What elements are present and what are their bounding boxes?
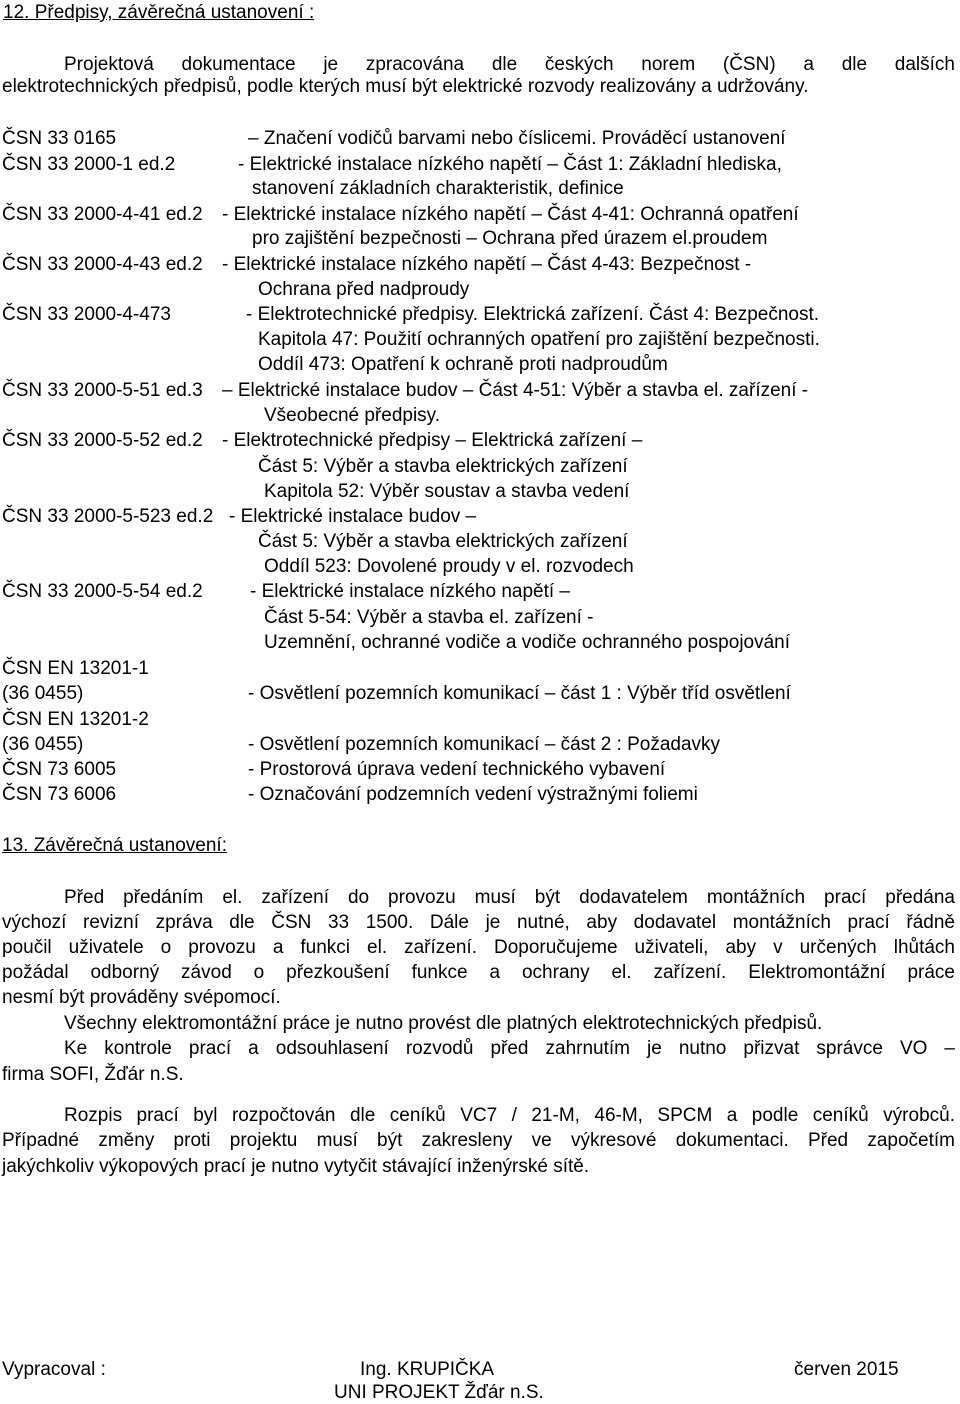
paragraph-line: Všechny elektromontážní práce je nutno provést dle platných elektrotechnických předpisů. [64, 1013, 823, 1034]
standard-desc: Oddíl 523: Dovolené proudy v el. rozvodech [264, 556, 634, 577]
standard-code: ČSN 33 2000-5-51 ed.3 [2, 380, 203, 401]
paragraph-line: firma SOFI, Žďár n.S. [2, 1064, 184, 1085]
standard-desc: pro zajištění bezpečnosti – Ochrana před úrazem el.proudem [252, 228, 768, 249]
standard-desc: Část 5: Výběr a stavba elektrických zařízení [258, 531, 628, 552]
standard-code: ČSN 33 2000-5-52 ed.2 [2, 430, 203, 451]
standard-desc: – Elektrické instalace budov – Část 4-51: Výběr a stavba el. zařízení - [222, 380, 809, 401]
paragraph-line: nesmí být prováděny svépomocí. [2, 987, 281, 1008]
prepared-by-label: Vypracoval : [2, 1359, 106, 1380]
standard-desc: - Označování podzemních vedení výstražnými foliemi [248, 784, 698, 805]
standard-desc: - Elektrické instalace nízkého napětí – Část 4-43: Bezpečnost - [222, 254, 752, 275]
standard-code: ČSN EN 13201-2 [2, 709, 149, 730]
standard-desc: Kapitola 47: Použití ochranných opatření pro zajištění bezpečnosti. [258, 329, 820, 350]
standard-desc: Všeobecné předpisy. [264, 405, 441, 426]
standard-desc: Uzemnění, ochranné vodiče a vodiče ochranného pospojování [264, 632, 791, 653]
paragraph-line: Ke kontrole prací a odsouhlasení rozvodů před zahrnutím je nutno přizvat správce VO – [64, 1038, 955, 1059]
standard-code: ČSN 73 6005 [2, 759, 117, 780]
standard-desc: - Elektrické instalace nízkého napětí – Část 1: Základní hlediska, [238, 154, 782, 175]
intro-line-2: elektrotechnických předpisů, podle kterých musí být elektrické rozvody realizovány a udržovány. [2, 76, 809, 97]
standard-code: ČSN 33 0165 [2, 128, 117, 149]
standard-code: ČSN 73 6006 [2, 784, 117, 805]
document-date: červen 2015 [794, 1359, 899, 1380]
standard-code: ČSN 33 2000-5-523 ed.2 [2, 506, 214, 527]
standard-desc: stanovení základních charakteristik, definice [252, 178, 624, 199]
paragraph-line: poučil uživatele o provozu a funkci el. zařízení. Doporučujeme uživateli, aby v určených lhůtách [2, 937, 955, 958]
standard-desc: - Elektrické instalace nízkého napětí – Část 4-41: Ochranná opatření [222, 204, 799, 225]
standard-desc: - Osvětlení pozemních komunikací – část 2 : Požadavky [248, 734, 721, 755]
paragraph-line: jakýchkoliv výkopových prací je nutno vytyčit stávající inženýrské sítě. [2, 1156, 590, 1177]
company-name: UNI PROJEKT Žďár n.S. [334, 1382, 544, 1403]
standard-desc: - Elektrické instalace budov – [229, 506, 477, 527]
section-13-heading: 13. Závěrečná ustanovení: [2, 835, 227, 856]
standard-desc: - Osvětlení pozemních komunikací – část 1 : Výběr tříd osvětlení [248, 683, 791, 704]
standard-desc: - Prostorová úprava vedení technického vybavení [248, 759, 666, 780]
section-12-heading: 12. Předpisy, závěrečná ustanovení : [3, 2, 315, 23]
paragraph-line: výchozí revizní zpráva dle ČSN 33 1500. Dále je nutné, aby dodavatel montážních prací řádně [2, 912, 955, 933]
standard-desc: - Elektrotechnické předpisy. Elektrická zařízení. Část 4: Bezpečnost. [246, 304, 820, 325]
standard-code: ČSN 33 2000-4-41 ed.2 [2, 204, 203, 225]
standard-code: ČSN 33 2000-4-43 ed.2 [2, 254, 203, 275]
standard-code: ČSN EN 13201-1 [2, 658, 149, 679]
intro-line-1: Projektová dokumentace je zpracována dle českých norem (ČSN) a dle dalších [64, 54, 955, 75]
standard-code: ČSN 33 2000-1 ed.2 [2, 154, 176, 175]
standard-desc: – Značení vodičů barvami nebo číslicemi. Prováděcí ustanovení [248, 128, 786, 149]
standard-desc: Oddíl 473: Opatření k ochraně proti nadproudům [258, 354, 668, 375]
paragraph-line: požádal odborný závod o přezkoušení funkce a ochrany el. zařízení. Elektromontážní práce [2, 962, 955, 983]
standard-desc: Část 5-54: Výběr a stavba el. zařízení - [264, 607, 594, 628]
author-name: Ing. KRUPIČKA [360, 1359, 495, 1380]
paragraph-line: Před předáním el. zařízení do provozu musí být dodavatelem montážních prací předána [64, 887, 955, 908]
standard-code: ČSN 33 2000-4-473 [2, 304, 171, 325]
paragraph-line: Případné změny proti projektu musí být zakresleny ve výkresové dokumentaci. Před započetím [2, 1130, 955, 1151]
standard-desc: Část 5: Výběr a stavba elektrických zařízení [258, 456, 628, 477]
standard-subcode: (36 0455) [2, 734, 84, 755]
standard-code: ČSN 33 2000-5-54 ed.2 [2, 581, 203, 602]
standard-desc: Kapitola 52: Výběr soustav a stavba vedení [264, 481, 630, 502]
standard-desc: Ochrana před nadproudy [258, 279, 470, 300]
standard-subcode: (36 0455) [2, 683, 84, 704]
standard-desc: - Elektrické instalace nízkého napětí – [250, 581, 571, 602]
standard-desc: - Elektrotechnické předpisy – Elektrická zařízení – [222, 430, 643, 451]
paragraph-line: Rozpis prací byl rozpočtován dle ceníků VC7 / 21-M, 46-M, SPCM a podle ceníků výrobců. [64, 1105, 955, 1126]
